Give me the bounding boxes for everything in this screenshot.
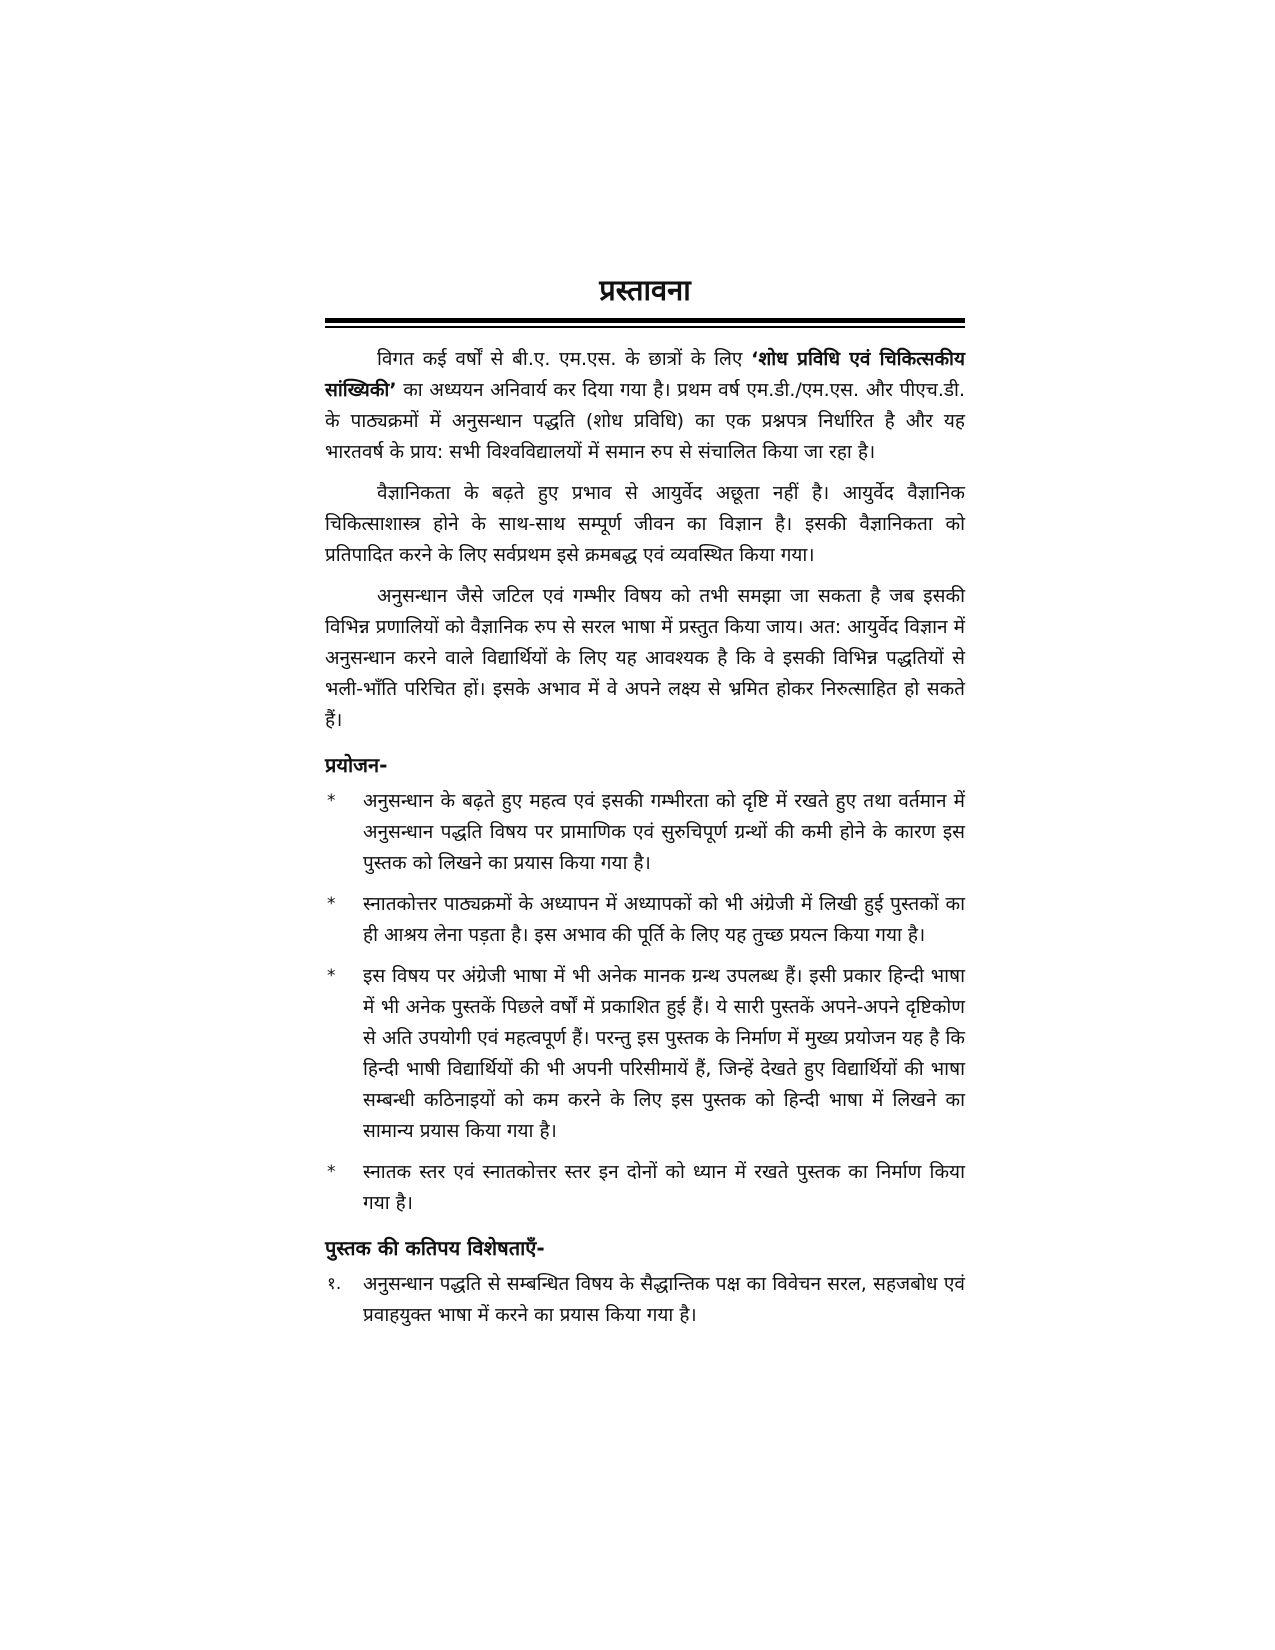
intro-paragraph-3: अनुसन्धान जैसे जटिल एवं गम्भीर विषय को तभी समझा जा सकता है जब इसकी विभिन्न प्रणालियों को वैज्ञानिक रुप से सरल भाषा में प्रस्तुत किया जाय। अत: आयुर्वेद विज्ञान में अनुसन्धान करने वाले विद्यार्थियों के लिए यह आवश्यक है कि वे इसकी विभिन्न पद्धतियों से भली-भाँति परिचित हों। इसके अभाव में वे अपने लक्ष्य से भ्रमित होकर निरुत्साहित हो सकते हैं। xyxy=(325,585,965,731)
bullet-marker: * xyxy=(327,1162,336,1182)
feature-number: १. xyxy=(327,1274,342,1294)
bullet-marker: * xyxy=(327,894,336,914)
list-item xyxy=(325,1157,965,1219)
list-item-text: स्नातकोत्तर पाठ्यक्रमों के अध्यापन में अध्यापकों को भी अंग्रेजी में लिखी हुई पुस्तकों का ही आश्रय लेना पड़ता है। इस अभाव की पूर्ति के लिए यह तुच्छ प्रयत्न किया गया है। xyxy=(363,893,965,946)
course-title-bold: ‘शोध प्रविधि एवं चिकित्सकीय सांख्यिकी’ xyxy=(325,348,965,401)
document-page xyxy=(325,272,965,1341)
bullet-marker: * xyxy=(327,966,336,986)
bullet-marker: * xyxy=(327,791,336,811)
title-rule-thick xyxy=(325,318,965,323)
features-list xyxy=(325,1269,965,1331)
list-item xyxy=(325,961,965,1147)
features-heading: पुस्तक की कतिपय विशेषताएँ- xyxy=(325,1236,545,1260)
intro-paragraph-1-start: विगत कई वर्षों से बी.ए. एम.एस. के छात्रों के लिए xyxy=(377,348,752,370)
intro-paragraph-1 xyxy=(325,344,965,468)
page-title: प्रस्तावना xyxy=(599,273,691,307)
list-item-text: अनुसन्धान पद्धति से सम्बन्धित विषय के सैद्धान्तिक पक्ष का विवेचन सरल, सहजबोध एवं प्रवाहयुक्त भाषा में करने का प्रयास किया गया है। xyxy=(363,1273,965,1326)
list-item-text: अनुसन्धान के बढ़ते हुए महत्व एवं इसकी गम्भीरता को दृष्टि में रखते हुए तथा वर्तमान में अनुसन्धान पद्धति विषय पर प्रामाणिक एवं सुरुचिपूर्ण ग्रन्थों की कमी होने के कारण इस पुस्तक को लिखने का प्रयास किया गया है। xyxy=(363,790,965,874)
intro-paragraph-2: वैज्ञानिकता के बढ़ते हुए प्रभाव से आयुर्वेद अछूता नहीं है। आयुर्वेद वैज्ञानिक चिकित्साशास्त्र होने के साथ-साथ सम्पूर्ण जीवन का विज्ञान है। इसकी वैज्ञानिकता को प्रतिपादित करने के लिए सर्वप्रथम इसे क्रमबद्ध एवं व्यवस्थित किया गया। xyxy=(325,482,965,566)
list-item xyxy=(325,1269,965,1331)
intro-paragraph-1-end: का अध्ययन अनिवार्य कर दिया गया है। प्रथम वर्ष एम.डी./एम.एस. और पीएच.डी. के पाठ्यक्रमों में अनुसन्धान पद्धति (शोध प्रविधि) का एक प्रश्नपत्र निर्धारित है और यह भारतवर्ष के प्राय: सभी विश्वविद्यालयों में समान रुप से संचालित किया जा रहा है। xyxy=(325,379,965,463)
list-item xyxy=(325,889,965,951)
purpose-list xyxy=(325,786,965,1219)
list-item xyxy=(325,786,965,879)
list-item-text: इस विषय पर अंग्रेजी भाषा में भी अनेक मानक ग्रन्थ उपलब्ध हैं। इसी प्रकार हिन्दी भाषा में भी अनेक पुस्तकें पिछले वर्षों में प्रकाशित हुई हैं। ये सारी पुस्तकें अपने-अपने दृष्टिकोण से अति उपयोगी एवं महत्वपूर्ण हैं। परन्तु इस पुस्तक के निर्माण में मुख्य प्रयोजन यह है कि हिन्दी भाषी विद्यार्थियों की भी अपनी परिसीमायें हैं, जिन्हें देखते हुए विद्यार्थियों की भाषा सम्बन्धी कठिनाइयों को कम करने के लिए इस पुस्तक को हिन्दी भाषा में लिखने का सामान्य प्रयास किया गया है। xyxy=(363,965,965,1142)
purpose-heading: प्रयोजन- xyxy=(325,753,388,777)
title-rule-thin xyxy=(325,326,965,328)
list-item-text: स्नातक स्तर एवं स्नातकोत्तर स्तर इन दोनों को ध्यान में रखते पुस्तक का निर्माण किया गया है। xyxy=(363,1161,965,1214)
